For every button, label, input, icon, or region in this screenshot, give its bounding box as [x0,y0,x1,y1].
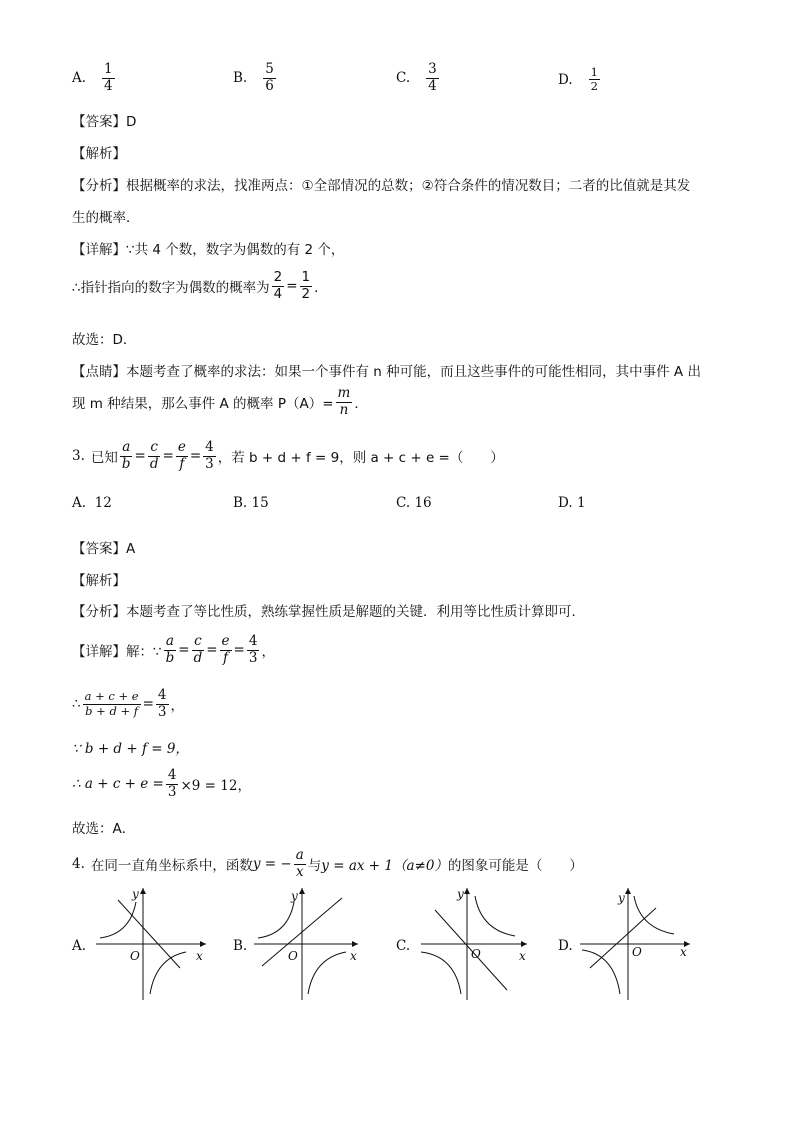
detail-tag: 【详解】 [72,242,126,258]
answer-tag: 【答案】 [72,114,126,130]
dianjing-text-2: 现 m 种结果，那么事件 A 的概率 P（A）= [72,396,334,413]
option-label: A. [72,70,87,87]
q3-step1: ∴ $\frac{a + c + e}{b + d + f}$ = $\frac{4}{3}$ ， [72,687,184,720]
y-label: y [132,887,139,901]
q2-analysis-title: 【解析】 [72,146,126,162]
graph-c-label: C. [396,938,411,954]
option-label: C. [396,70,411,87]
option-label: D. [558,71,573,88]
stem-end: 的图象可能是（ ） [447,858,583,875]
var-d: d [149,455,159,472]
fraction-numerator: 1 [104,61,113,77]
option-label: A. [72,495,87,511]
var-d: d [193,649,203,666]
var-c: c [194,633,202,649]
var-f: f [223,649,229,666]
x-axis-arrow [200,941,206,947]
hyperbola-branch-4 [150,952,186,994]
times-expression: ×9 = 12， [180,778,251,795]
fraction-denominator: 3 [167,783,177,800]
var-b: b [165,649,175,666]
q3-option-d [558,495,586,511]
period: ． [314,280,328,297]
therefore-expression: ∴ a + c + e = [72,776,164,793]
fraction-denominator: 3 [157,703,167,720]
y-axis-arrow [299,888,305,894]
x-label: x [196,949,203,963]
fraction-numerator: 3 [428,61,437,77]
q2-dianjing-cont [72,386,368,418]
var-e: e [177,439,186,455]
option-value: 15 [251,495,269,511]
q2-answer [72,110,136,130]
origin-label: O [632,945,642,959]
question-number: 4. [72,856,85,873]
hyperbola-branch-3 [421,952,461,994]
function-1: y = − [252,856,292,873]
sum-numerator: a + c + e [84,689,139,704]
comma: ， [170,698,184,715]
option-label: B. [233,70,248,87]
graph-b [250,882,365,1002]
answer-value: D [126,114,137,130]
q3-analysis-title: 【解析】 [72,573,126,589]
q2-choose: 故选：D． [72,332,137,348]
q2-dianjing [72,360,701,380]
x-axis-arrow [521,941,527,947]
y-label: y [291,889,298,903]
graph-a-label: A. [72,938,87,954]
line-graph [590,908,656,968]
q3-choose: 故选：A． [72,821,136,837]
q3-step2: ∵ b + d + f = 9， [72,741,189,757]
sum-denominator: b + d + f [85,703,139,718]
hyperbola-branch-2 [100,902,136,938]
fenxi-text: 根据概率的求法，找准两点：①全部情况的总数；②符合条件的情况数目；二者的比值就是其发 [126,178,691,194]
answer-tag: 【答案】 [72,541,126,557]
fraction-numerator: 4 [248,633,258,649]
y-axis-arrow [464,888,470,894]
dianjing-text: 本题考查了概率的求法：如果一个事件有 n 种可能，而且这些事件的可能性相同，其中事件 A 出 [126,364,701,380]
fraction-numerator: 4 [167,767,177,783]
fraction-numerator: 4 [157,687,167,703]
hyperbola-branch-2 [258,902,294,938]
origin-label: O [130,949,140,963]
fenxi-text: 本题考查了等比性质，熟练掌握性质是解题的关键．利用等比性质计算即可． [126,604,585,620]
fraction-numerator: 5 [265,61,274,77]
q2-fenxi [72,174,690,194]
fraction-numerator: 4 [205,439,214,455]
option-value: 1 [576,495,586,511]
q3-option-a [72,495,112,511]
fenxi-tag: 【分析】 [72,178,126,194]
y-label: y [618,891,625,905]
option-label: C. [396,495,411,511]
q4-stem [72,848,583,880]
x-label: x [680,945,687,959]
dianjing-tag: 【点睛】 [72,364,126,380]
var-b: b [121,455,131,472]
q2-option-a [72,62,117,94]
q2-detail [72,238,344,258]
graph-b-label: B. [233,938,248,954]
graph-d-label: D. [558,938,573,954]
fraction-numerator: m [337,385,351,401]
q2-option-d [558,66,602,93]
graph-d [576,882,696,1002]
var-x: x [295,863,304,880]
stem-text: 已知 [90,450,118,467]
var-c: c [150,439,158,455]
q2-fenxi-cont: 生的概率． [72,210,140,226]
fraction-denominator: 4 [428,77,437,94]
equals-sign: = [286,278,298,295]
q3-option-b [233,495,269,511]
fraction-denominator: n [339,401,349,418]
hyperbola-branch-3 [582,950,620,994]
option-value: 16 [414,495,432,511]
q2-option-c [396,62,441,94]
q3-answer [72,537,135,557]
fraction-denominator: 4 [273,285,283,302]
fraction-numerator: 2 [273,269,283,285]
stem-text: 在同一直角坐标系中，函数 [90,858,253,875]
q3-detail: 【详解】 解：∵ $\frac{a}{b}$ = $\frac{c}{d}$ = $\frac{e}{f}$ = $\frac{4}{3}$ ， [72,633,275,666]
option-value: 12 [94,495,112,511]
q2-therefore [72,270,328,302]
fraction-denominator: 2 [301,285,311,302]
y-axis-arrow [140,888,146,894]
q3-fenxi [72,600,585,620]
fraction-numerator: 1 [590,65,598,79]
stem-connector: 与 [307,858,322,875]
function-2: y = ax + 1（a≠0） [321,858,448,875]
fraction-denominator: 4 [104,77,113,94]
origin-label: O [288,949,298,963]
q3-step3 [72,768,251,800]
stem-condition: ，若 b + d + f = 9，则 a + c + e =（ ） [217,450,504,467]
fraction-denominator: 2 [590,79,598,94]
graph-c [415,882,535,1002]
answer-value: A [126,541,136,557]
x-label: x [350,949,357,963]
x-axis-arrow [352,941,358,947]
q3-option-c [396,495,432,511]
var-a: a [165,633,174,649]
var-a: a [295,847,304,863]
y-axis-arrow [625,888,631,894]
fenxi-tag: 【分析】 [72,604,126,620]
hyperbola-branch-4 [308,952,346,994]
detail-tag: 【详解】 [72,644,126,661]
therefore-text: ∴指针指向的数字为偶数的概率为 [72,280,270,297]
x-label: x [519,949,526,963]
fraction-denominator: 3 [248,649,258,666]
var-e: e [221,633,230,649]
var-a: a [122,439,131,455]
comma: ， [261,644,275,661]
origin-label: O [471,947,481,961]
q3-stem: 3. 已知 $\frac{a}{b}$ = $\frac{c}{d}$ = $\frac{e}{f}$ = $\frac{4}{3}$ ，若 b + d + f = 9，则 a + c + e =（ ） [72,439,504,472]
option-label: B. [233,495,248,511]
line-graph [118,900,180,968]
fraction-denominator: 6 [265,77,274,94]
therefore-symbol: ∴ [72,696,81,713]
y-label: y [457,887,464,901]
option-label: D. [558,495,573,511]
detail-text: ∵共 4 个数，数字为偶数的有 2 个， [126,242,345,258]
question-number: 3. [72,448,85,465]
hyperbola-branch-1 [475,896,515,936]
var-f: f [179,455,185,472]
detail-text: 解：∵ [126,644,162,661]
fraction-numerator: 1 [301,269,311,285]
fraction-denominator: 3 [205,455,214,472]
q2-option-b [233,62,278,94]
graph-a [88,882,213,1002]
period: ． [354,396,368,413]
hyperbola-branch-1 [634,896,674,934]
